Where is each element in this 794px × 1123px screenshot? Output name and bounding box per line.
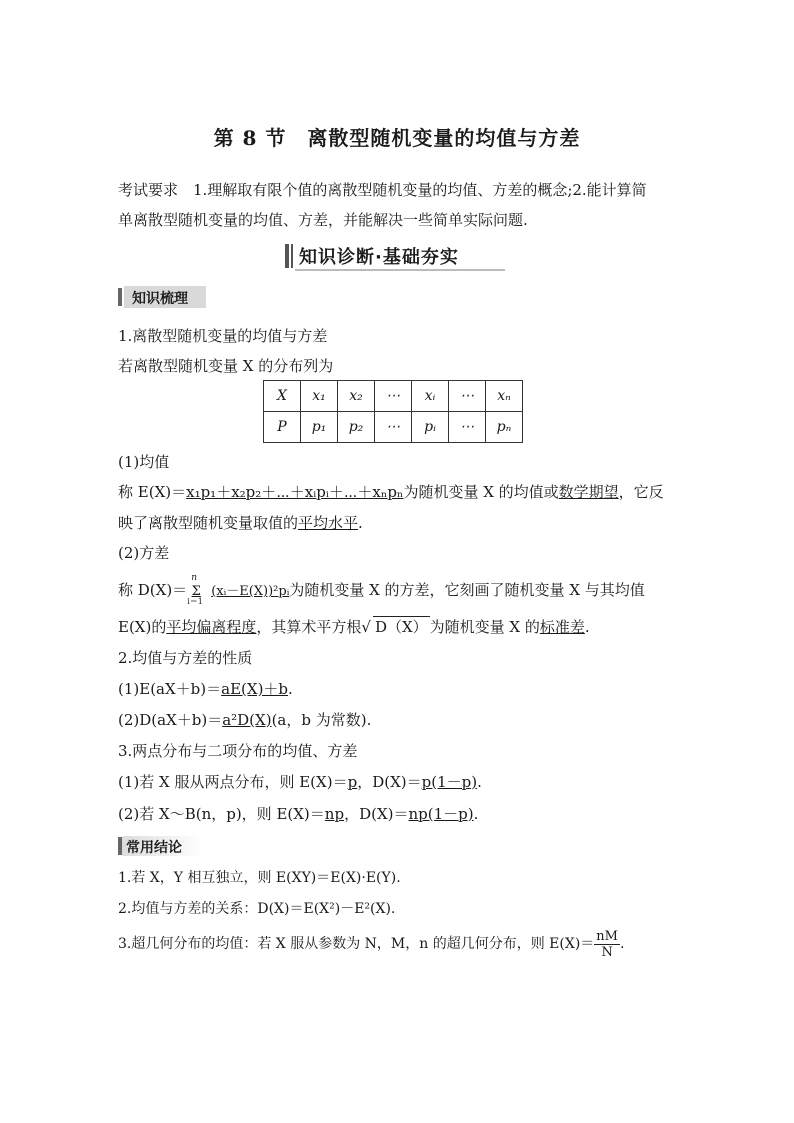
variance-expression: (xᵢ－E(X))²pᵢ <box>211 584 290 599</box>
variance-line2-mid: ，其算术平方根 <box>256 618 362 636</box>
mean-expression: x₁p₁＋x₂p₂＋⋯＋xᵢpᵢ＋⋯＋xₙpₙ <box>186 483 404 501</box>
table-cell: xₙ <box>486 381 523 412</box>
s2-p2-post: (a，b 为常数). <box>271 711 372 729</box>
table-cell: ⋯ <box>449 412 486 443</box>
s3-p1-mid: ，D(X)＝ <box>357 773 422 791</box>
sqrt-content: D（X） <box>374 618 428 636</box>
banner-marker-thin <box>291 244 293 268</box>
s3-item-1 <box>118 772 482 792</box>
mean-line2-post: . <box>358 514 363 532</box>
s3-heading: 3.两点分布与二项分布的均值、方差 <box>118 742 358 760</box>
conclusion-3 <box>118 926 624 962</box>
page-title: 第 8 节 离散型随机变量的均值与方差 <box>213 126 581 150</box>
variance-definition-line-2 <box>118 616 590 637</box>
common-conclusions-tag <box>118 836 208 856</box>
s2-p2-pre: (2)D(aX＋b)＝ <box>118 711 223 729</box>
variance-line2-mid2: 为随机变量 X 的 <box>429 618 540 636</box>
table-cell: x₂ <box>338 381 375 412</box>
banner-text: 知识诊断·基础夯实 <box>299 247 459 268</box>
conclusion-2: 2.均值与方差的关系：D(X)＝E(X²)－E²(X). <box>118 901 396 917</box>
table-cell: p₁ <box>301 412 338 443</box>
s2-heading: 2.均值与方差的性质 <box>118 649 253 667</box>
table-cell: ⋯ <box>375 412 412 443</box>
tag-label: 常用结论 <box>126 840 182 856</box>
table-cell: p₂ <box>338 412 375 443</box>
sum-upper-limit: n <box>191 573 197 583</box>
hypergeometric-fraction <box>594 929 620 960</box>
variance-mid: 为随机变量 X 的方差，它刻画了随机变量 X 与其均值 <box>289 581 645 599</box>
variance-line2-pre: E(X)的 <box>118 618 167 636</box>
sum-sigma: Σ <box>191 584 201 599</box>
variance-line2-term2: 标准差 <box>539 618 585 636</box>
table-row <box>264 381 523 412</box>
variance-label: (2)方差 <box>118 544 170 562</box>
table-cell: pᵢ <box>412 412 449 443</box>
mean-label: (1)均值 <box>118 453 170 471</box>
sqrt-symbol: √ <box>361 618 371 636</box>
table-cell: pₙ <box>486 412 523 443</box>
s2-property-2 <box>118 710 371 730</box>
conclusion-3-post: . <box>619 936 625 952</box>
knowledge-review-tag <box>118 286 208 308</box>
table-row <box>264 412 523 443</box>
sum-lower-limit: i＝1 <box>187 597 203 606</box>
variance-line2-post: . <box>584 618 590 636</box>
s3-p2-answer-b: np(1－p) <box>408 805 474 823</box>
table-cell: P <box>264 412 301 443</box>
banner-marker <box>285 244 289 268</box>
s2-p1-answer: aE(X)＋b <box>221 680 289 698</box>
s3-item-2 <box>118 804 478 824</box>
s3-p2-mid: ，D(X)＝ <box>344 805 409 823</box>
mean-post: ，它反 <box>618 483 664 501</box>
exam-requirement-line-1: 考试要求 1.理解取有限个值的离散型随机变量的均值、方差的概念;2.能计算简 <box>118 181 647 199</box>
mean-line2-pre: 映了离散型随机变量取值的 <box>118 514 299 532</box>
mean-line2-term: 平均水平 <box>298 514 359 532</box>
tag-label: 知识梳理 <box>132 291 188 307</box>
conclusion-1: 1.若 X，Y 相互独立，则 E(XY)＝E(X)·E(Y). <box>118 870 401 886</box>
table-cell: ⋯ <box>375 381 412 412</box>
s2-p1-pre: (1)E(aX＋b)＝ <box>118 680 222 698</box>
fraction-numerator: nM <box>596 928 618 944</box>
table-cell: xᵢ <box>412 381 449 412</box>
variance-sum-symbol <box>187 573 205 606</box>
s2-property-1 <box>118 679 293 699</box>
mean-definition <box>118 482 664 502</box>
table-cell: X <box>264 381 301 412</box>
s3-p1-answer-a: p <box>347 773 358 791</box>
conclusion-3-pre: 3.超几何分布的均值：若 X 服从参数为 N，M，n 的超几何分布，则 E(X)＝ <box>118 936 595 952</box>
s1-intro: 若离散型随机变量 X 的分布列为 <box>118 357 334 375</box>
section-banner <box>285 243 505 269</box>
s3-p1-post: . <box>477 773 482 791</box>
table-cell: x₁ <box>301 381 338 412</box>
variance-line2-term: 平均偏离程度 <box>166 618 257 636</box>
distribution-table <box>263 380 523 443</box>
mean-definition-line-2 <box>118 513 363 533</box>
s1-heading: 1.离散型随机变量的均值与方差 <box>118 327 328 345</box>
variance-pre: 称 D(X)＝ <box>118 581 188 599</box>
tag-marker <box>118 288 122 306</box>
exam-requirement-line-2: 单离散型随机变量的均值、方差，并能解决一些简单实际问题. <box>118 211 528 229</box>
s3-p2-pre: (2)若 X～B(n，p)，则 E(X)＝ <box>118 805 325 823</box>
s3-p1-answer-b: p(1－p) <box>421 773 478 791</box>
s3-p2-answer-a: np <box>324 805 345 823</box>
banner-underline <box>295 269 505 271</box>
mean-mid: 为随机变量 X 的均值或 <box>403 483 559 501</box>
table-cell: ⋯ <box>449 381 486 412</box>
s3-p1-pre: (1)若 X 服从两点分布，则 E(X)＝ <box>118 773 348 791</box>
s2-p2-answer: a²D(X) <box>222 711 272 729</box>
mean-term: 数学期望 <box>558 483 619 501</box>
fraction-denominator: N <box>601 944 613 960</box>
s2-p1-post: . <box>288 680 293 698</box>
tag-marker <box>118 837 122 855</box>
variance-definition <box>118 573 645 606</box>
mean-pre: 称 E(X)＝ <box>118 483 187 501</box>
s3-p2-post: . <box>473 805 479 823</box>
